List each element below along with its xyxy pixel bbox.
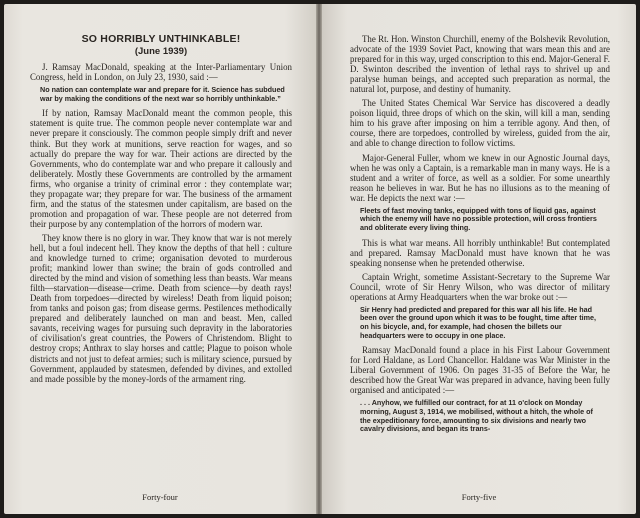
article-date: (June 1939): [134, 46, 188, 58]
block-quote: No nation can contemplate war and prepare for it. Science has subdued war by making the conditions of the next war so horribly unthinkable.”: [40, 85, 285, 103]
right-page: [322, 4, 636, 514]
right-page-column: [350, 34, 610, 439]
page-number-left: Forty-four: [142, 492, 178, 502]
paragraph: Ramsay MacDonald found a place in his First Labour Government for Lord Haldane, as Lord Chancellor. Haldane was War Minister in the Liberal Government of 1906. On pages 31-35 of Before the War, he described how the Great War was prepared in advance, having been fully organised and anticipated :—: [350, 345, 610, 396]
paragraph: J. Ramsay MacDonald, speaking at the Inter-Parliamentary Union Congress, held in London, on July 23, 1930, said :—: [30, 62, 292, 83]
paragraph: The United States Chemical War Service has discovered a deadly poison liquid, three drops of which on the skin, will kill a man, sending him to his grave after imposing on him a terrible agony. And then, of course, there are torpedoes, controlled by wireless, guided from the air, and able to change direction to follow victims.: [350, 98, 610, 149]
paragraph: Captain Wright, sometime Assistant-Secretary to the Supreme War Council, wrote of Sir Henry Wilson, who was director of military operations at Army Headquarters when the war broke out :—: [350, 271, 610, 302]
paragraph: Major-General Fuller, whom we knew in our Agnostic Journal days, when he was only a Captain, is a remarkable man in many ways. He is a student and a writer of force, as well as a soldier. For some unearthly reason he believes in war. But he has no illusions as to the meaning of war. He depicts the next war :—: [350, 152, 610, 203]
left-page-column: [30, 34, 292, 388]
paragraph: This is what war means. All horribly unthinkable! But contemplated and prepared. Ramsay MacDonald must have known that he was speaking nonsense when he pretended otherwise.: [350, 237, 610, 268]
block-quote: Fleets of fast moving tanks, equipped with tons of liquid gas, against which the enemy will have no possible protection, will cross frontiers and obliterate every living thing.: [360, 205, 597, 232]
block-quote: Sir Henry had predicted and prepared for this war all his life. He had been over the ground upon which it was to be fought, time after time, on his bicycle, and, for example, had chosen the billets our headquarters were to occupy in one place.: [360, 304, 597, 340]
article-title: SO HORRIBLY UNTHINKABLE!: [81, 33, 241, 45]
paragraph: They know there is no glory in war. They know that war is not merely hell, but a foul indecent hell. They know the depths of that hell : culture and knowledge turned to crime; organisation devoted to murderous profit; mankind lower than swine; the brain of gods controlled and directed by the mind and vision of something less than beasts. War means filth—starvation—disease—crime. Death from science—by death rays! Death from torpedoes—directed by wireless! Death from liquid poison; from tanks and poison gas; from disease germs. Pestilences methodically prepared and deliberately launched on man and beast. Men, called savants, receiving wages for pursuing such depravity in the laboratories of civilisation's great countries, the Powers of Christendom. Blight to destroy crops; Anthrax to slay horses and cattle; Plague to poison whole districts and not just to defeat armies; such is military science, pursued by Government, applauded by statesmen, defended by divines, and extolled and made possible by the money-lords of the armament ring.: [30, 232, 292, 384]
left-page: [4, 4, 316, 514]
paragraph: If by nation, Ramsay MacDonald meant the common people, this statement is quite true. The common people never contemplate war and never prepare it consciously. The common people simply drift and never think. But they work at munitions, serve reaction for wages, and so actually do prepare the way for war. Their actions are directed by the Governments, who do contemplate war and who prepare it callously and deliberately. Mostly these Governments are controlled by the armament firms, who organise a trinity of criminal error : they contemplate war; they propagate war; they prepare for war. The business of the armament firm, and the status of the statesmen under capitalism, are based on the promotion and propagation of war. These people are not deterred from their purpose by any contemplation of the horrors of modern war.: [30, 108, 292, 229]
page-number-right: Forty-five: [461, 492, 497, 502]
block-quote: . . . Anyhow, we fulfilled our contract, for at 11 o'clock on Monday morning, August 3, 1914, we mobilised, without a hitch, the whole of the expeditionary force, amounting to six divisions and nearly two cavalry divisions, and began its trans-: [360, 398, 593, 434]
paragraph: The Rt. Hon. Winston Churchill, enemy of the Bolshevik Revolution, advocate of the 1939 Soviet Pact, knowing that wars mean this and are prepared for in this way, urged conscription to this end. Major-General F. D. Swinton described the invention of lethal rays to shrivel up and paralyse human beings, and accepted such preparation as normal, the natural lot, purpose, and destiny of humanity.: [350, 34, 610, 95]
